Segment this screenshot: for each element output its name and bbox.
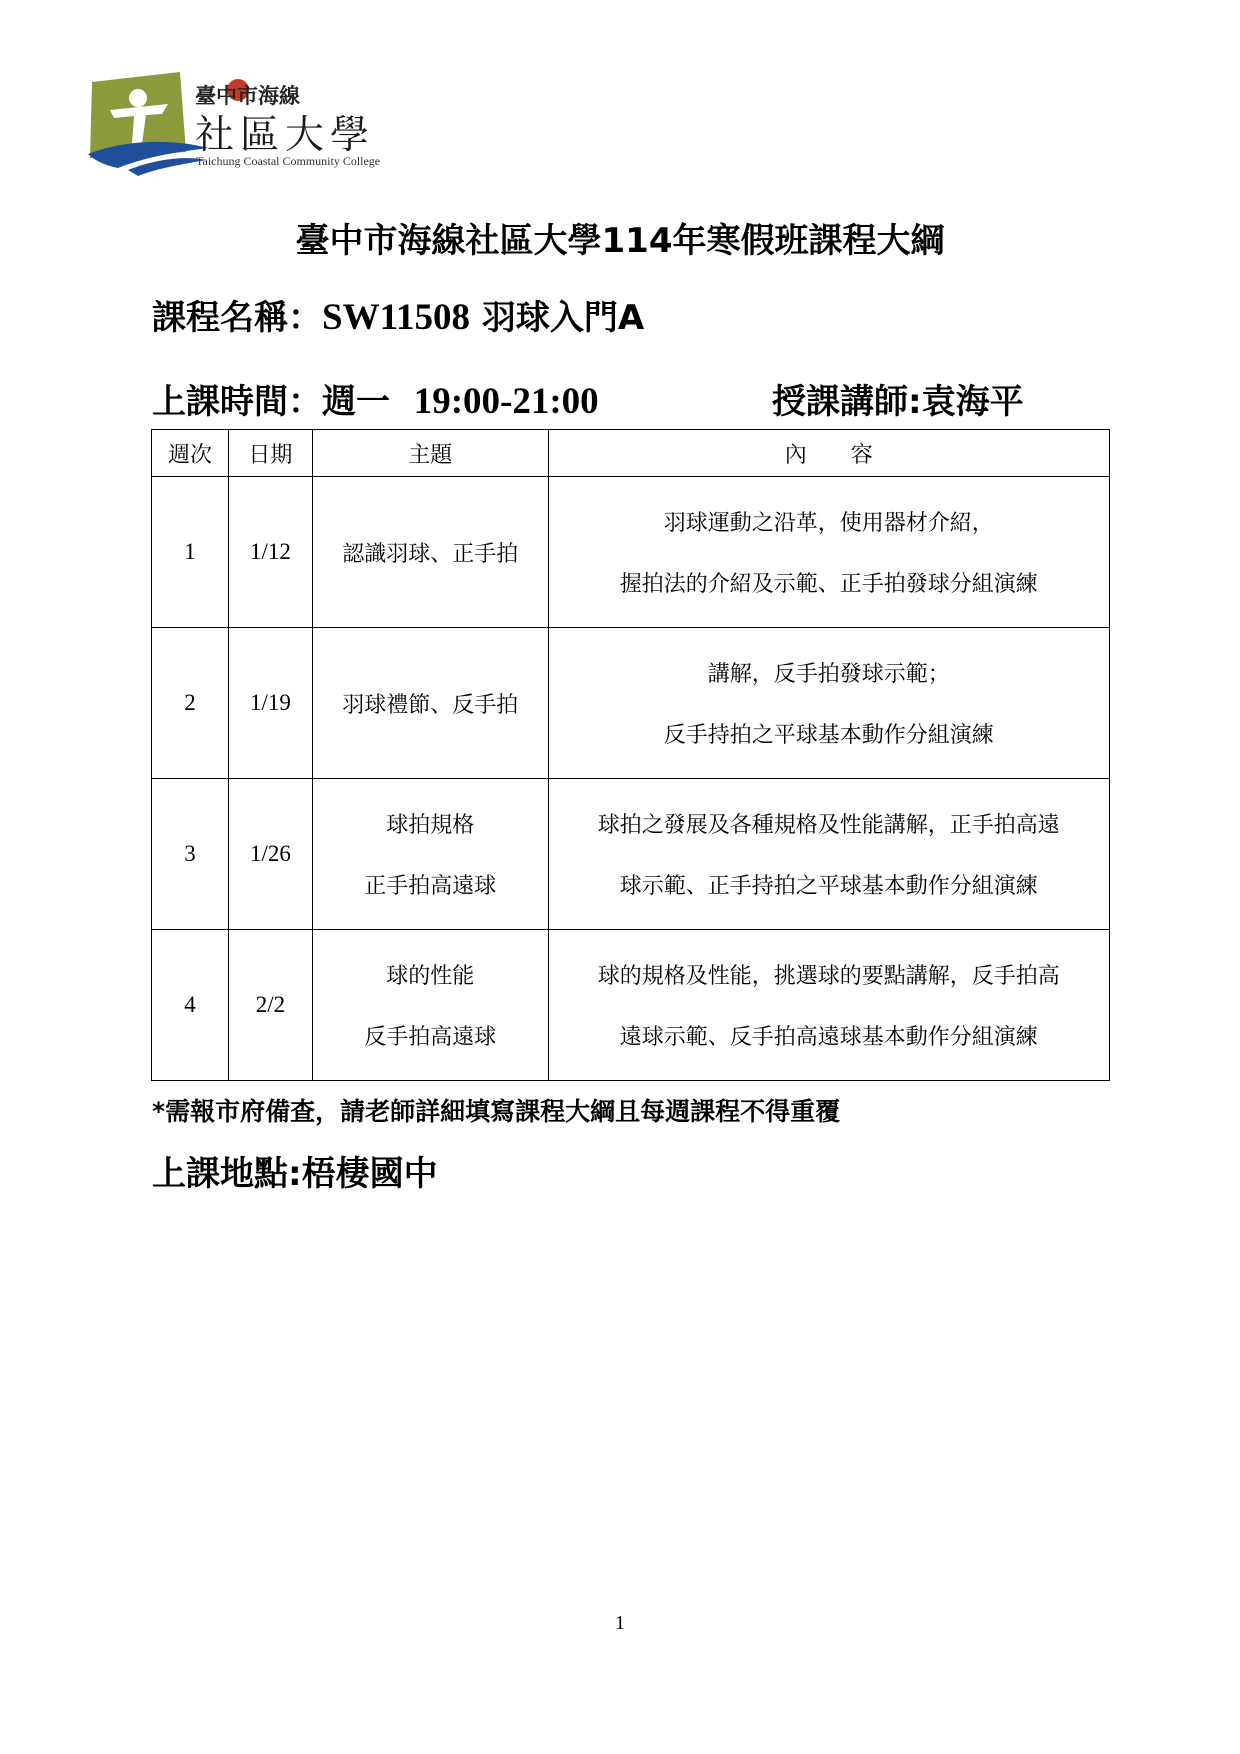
topic-text: 反手拍高遠球 [364,1025,497,1050]
content-line: 講解，反手拍發球示範； [707,662,950,687]
location-line [152,1146,438,1195]
content-cell [548,477,1109,628]
topic-text: 正手拍高遠球 [364,874,497,899]
course-name-line [152,290,644,339]
week-cell: 2 [152,628,229,779]
teacher-label: 授課講師: [772,382,922,422]
topic-text: 球拍規格 [386,813,475,838]
content-line: 羽球運動之沿革，使用器材介紹， [663,511,994,536]
schedule-time: 19:00-21:00 [413,381,599,422]
date-cell: 1/19 [228,628,312,779]
content-line: 反手持拍之平球基本動作分組演練 [663,723,994,748]
week-cell: 3 [152,779,229,930]
course-code: SW11508 [322,297,471,338]
schedule-line [152,374,599,423]
topic-text: 球的性能 [386,964,475,989]
header-content: 內 容 [548,430,1109,477]
content-cell [548,779,1109,930]
content-cell [548,628,1109,779]
table-row [152,930,1110,1081]
location-name: 梧棲國中 [301,1154,438,1194]
content-line: 握拍法的介紹及示範、正手拍發球分組演練 [619,572,1038,597]
topic-text: 羽球禮節、反手拍 [342,692,519,718]
date-cell: 2/2 [228,930,312,1081]
header-topic: 主題 [312,430,548,477]
topic-cell [312,779,548,930]
content-line: 球拍之發展及各種規格及性能講解，正手拍高遠 [597,813,1060,838]
schedule-label: 上課時間： [152,382,322,422]
document-title: 臺中市海線社區大學114年寒假班課程大綱 [295,221,945,261]
content-line: 遠球示範、反手拍高遠球基本動作分組演練 [619,1025,1038,1050]
table-header-row [152,430,1110,477]
teacher-line [772,374,1024,423]
note-text: *需報市府備查，請老師詳細填寫課程大綱且每週課程不得重覆 [152,1097,841,1126]
date-cell: 1/12 [228,477,312,628]
topic-cell [312,477,548,628]
content-cell [548,930,1109,1081]
college-logo [88,68,448,178]
location-label: 上課地點: [152,1154,302,1194]
table-row [152,477,1110,628]
logo-text-small: 臺中市海線 [195,83,300,108]
topic-cell [312,930,548,1081]
content-line: 球的規格及性能，挑選球的要點講解，反手拍高 [597,964,1060,989]
week-cell: 4 [152,930,229,1081]
header-date: 日期 [228,430,312,477]
topic-cell [312,628,548,779]
syllabus-table [151,429,1110,1081]
page-number: 1 [615,1612,625,1634]
table-row [152,779,1110,930]
schedule-day: 週一 [322,382,390,422]
topic-text: 認識羽球、正手拍 [342,541,519,567]
course-name: 羽球入門A [481,298,645,338]
teacher-name: 袁海平 [921,382,1024,422]
logo-english-text: Taichung Coastal Community College [196,154,381,168]
logo-text-big: 社區大學 [195,113,376,158]
date-cell: 1/26 [228,779,312,930]
header-week: 週次 [152,430,229,477]
course-label: 課程名稱： [152,298,322,338]
table-row [152,628,1110,779]
week-cell: 1 [152,477,229,628]
content-line: 球示範、正手持拍之平球基本動作分組演練 [619,874,1038,899]
